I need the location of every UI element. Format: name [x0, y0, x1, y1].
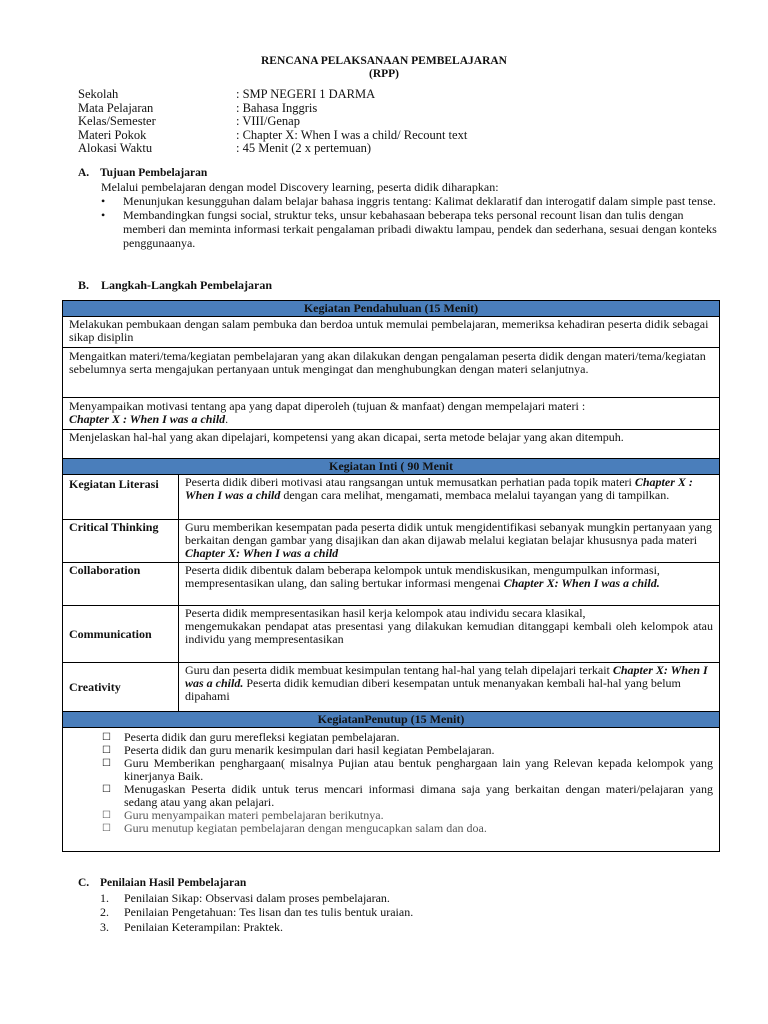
bullet-item [78, 208, 718, 250]
info-label: Kelas/Semester [78, 114, 156, 128]
pendahuluan-row: Melakukan pembukaan dengan salam pembuka dan berdoa untuk memulai pembelajaran, memeriksa kehadiran peserta didik sebagai sikap disiplin [63, 317, 720, 348]
inti-row-creativity [63, 663, 720, 712]
desc-text: Peserta didik kemudian diberi kesempatan untuk menanyakan kembali hal-hal yang belum dipahami [185, 676, 681, 703]
title-sub: (RPP) [368, 68, 399, 80]
penutup-header: KegiatanPenutup (15 Menit) [63, 712, 720, 728]
desc-text: Peserta didik mempresentasikan hasil kerja kelompok atau individu secara klasikal, [185, 606, 586, 620]
inti-row-collaboration [63, 563, 720, 606]
inti-row-critical [63, 520, 720, 563]
checkbox-icon: ☐ [102, 810, 111, 821]
activity-label: Critical Thinking [63, 520, 179, 563]
item-text: Guru menutup kegiatan pembelajaran dengan mengucapkan salam dan doa. [124, 821, 487, 835]
checkbox-icon: ☐ [102, 732, 111, 743]
list-item [78, 891, 413, 906]
section-title: Langkah-Langkah Pembelajaran [101, 278, 273, 292]
activity-desc [179, 475, 720, 520]
info-label: Alokasi Waktu [78, 141, 153, 155]
activity-desc [179, 563, 720, 606]
motivasi-end: . [225, 412, 229, 426]
desc-text: Peserta didik diberi motivasi atau rangsangan untuk memusatkan perhatian pada topik materi [185, 475, 632, 489]
activity-label: Creativity [63, 663, 179, 712]
identity-block [78, 88, 467, 156]
pendahuluan-row: Menjelaskan hal-hal yang akan dipelajari, kompetensi yang akan dicapai, serta metode belajar yang akan ditempuh. [63, 430, 720, 459]
section-a-intro: Melalui pembelajaran dengan model Discovery learning, peserta didik diharapkan: [101, 180, 499, 194]
activity-label: Collaboration [63, 563, 179, 606]
checkbox-icon: ☐ [102, 745, 111, 756]
item-number: 2. [100, 905, 109, 919]
motivasi-chapter: Chapter X : When I was a child [69, 412, 226, 426]
inti-header: Kegiatan Inti ( 90 Menit [63, 459, 720, 475]
info-row [78, 129, 467, 143]
section-a-heading [78, 166, 718, 180]
inti-row-literasi [63, 475, 720, 520]
desc-text: Guru dan peserta didik membuat kesimpulan tentang hal-hal yang telah dipelajari terkait [185, 663, 610, 677]
desc-text: Guru memberikan kesempatan pada peserta didik untuk mengidentifikasi sebanyak mungkin pertanyaan yang berkaitan dengan gambar yang disajikan dan akan dijawab melalui kegiatan belajar khususnya pada materi [185, 520, 712, 547]
section-c [78, 876, 413, 934]
info-value: : Chapter X: When I was a child/ Recount text [236, 127, 468, 142]
activity-label: Communication [63, 606, 179, 663]
desc-chapter: Chapter X: When I was a child. [503, 576, 660, 590]
info-row [78, 102, 467, 116]
activity-desc [179, 520, 720, 563]
info-value: : SMP NEGERI 1 DARMA [236, 87, 376, 101]
list-item [69, 757, 713, 783]
bullet-icon: • [101, 194, 106, 208]
desc-text: mengemukakan pendapat atas presentasi yang dilakukan kemudian ditanggapi kembali oleh kelompok atau individu yang mempresentasikan [185, 619, 713, 646]
activity-desc [179, 663, 720, 712]
desc-chapter: Chapter X: When I was a child. [185, 663, 708, 690]
learning-steps-table [62, 300, 720, 852]
pendahuluan-row: Mengaitkan materi/tema/kegiatan pembelajaran yang akan dilakukan dengan pengalaman peserta didik dengan materi/tema/kegiatan sebelumnya serta mengajukan pertanyaan untuk mengingat dan menghubungkan dengan materi selanjutnya. [63, 348, 720, 398]
item-text: Menugaskan Peserta didik untuk terus mencari informasi dimana saja yang berkaitan dengan materi/pelajaran yang sedang atau yang akan pelajari. [124, 782, 713, 809]
info-value: : 45 Menit (2 x pertemuan) [236, 141, 372, 155]
activity-desc [179, 606, 720, 663]
section-letter: A. [78, 167, 90, 179]
item-number: 3. [100, 919, 109, 934]
desc-text: dengan cara melihat, mengamati, membaca melalui tayangan yang di tampilkan. [283, 488, 670, 502]
info-label: Sekolah [78, 87, 119, 101]
bullet-text: Menunjukan kesungguhan dalam belajar bahasa inggris tentang: Kalimat deklaratif dan interogatif dalam simple past tense. [123, 194, 716, 208]
info-row [78, 88, 467, 102]
pendahuluan-header: Kegiatan Pendahuluan (15 Menit) [63, 301, 720, 317]
section-letter: C. [78, 877, 90, 889]
info-label: Mata Pelajaran [78, 100, 154, 115]
document-title [0, 55, 768, 81]
info-row [78, 142, 467, 156]
section-letter: B. [78, 278, 90, 292]
desc-text: Peserta didik dibentuk dalam beberapa kelompok untuk mendiskusikan, mengumpulkan informasi, mempresentasikan ulang, dan saling bertukar informasi mengenai [185, 563, 660, 590]
list-item [69, 822, 713, 835]
list-item [78, 920, 413, 935]
desc-chapter: Chapter X : When I was a child [185, 475, 693, 502]
checkbox-icon: ☐ [102, 758, 111, 769]
item-text: Guru Memberikan penghargaan( misalnya Pujian atau bentuk penghargaan lain yang Relevan kepada kelompok yang kinerjanya Baik. [124, 756, 713, 783]
penutup-list [63, 728, 720, 852]
title-main: RENCANA PELAKSANAAN PEMBELAJARAN [261, 55, 507, 67]
bullet-text: Membandingkan fungsi social, struktur teks, unsur kebahasaan beberapa teks personal recount lisan dan tulis dengan memberi dan meminta informasi terkait pengalaman pribadi diwaktu lampau, pendek dan sederhana, sesuai dengan konteks penggunaanya. [123, 208, 717, 250]
desc-chapter: Chapter X: When I was a child [185, 546, 339, 560]
checkbox-icon: ☐ [102, 823, 111, 834]
motivasi-text: Menyampaikan motivasi tentang apa yang dapat diperoleh (tujuan & manfaat) dengan mempelajari materi : [69, 399, 586, 413]
section-title: Tujuan Pembelajaran [100, 167, 208, 179]
info-row [78, 115, 467, 129]
list-item [69, 783, 713, 809]
section-b-heading [78, 278, 272, 293]
activity-label: Kegiatan Literasi [63, 475, 179, 520]
item-text: Guru menyampaikan materi pembelajaran berikutnya. [124, 808, 384, 822]
list-item [78, 905, 413, 920]
item-text: Peserta didik dan guru merefleksi kegiatan pembelajaran. [124, 730, 400, 744]
section-a [78, 166, 718, 250]
inti-row-communication [63, 606, 720, 663]
info-label: Materi Pokok [78, 127, 147, 142]
bullet-icon: • [101, 208, 106, 222]
item-number: 1. [100, 890, 109, 905]
section-title: Penilaian Hasil Pembelajaran [100, 877, 247, 889]
info-value: : VIII/Genap [236, 114, 300, 128]
bullet-item [78, 194, 718, 208]
item-text: Peserta didik dan guru menarik kesimpulan dari hasil kegiatan Pembelajaran. [124, 743, 495, 757]
info-value: : Bahasa Inggris [236, 100, 318, 115]
section-c-heading [78, 876, 413, 891]
checkbox-icon: ☐ [102, 784, 111, 795]
item-text: Penilaian Keterampilan: Praktek. [124, 919, 283, 934]
pendahuluan-row [63, 398, 720, 430]
item-text: Penilaian Sikap: Observasi dalam proses pembelajaran. [124, 890, 390, 905]
item-text: Penilaian Pengetahuan: Tes lisan dan tes tulis bentuk uraian. [124, 905, 414, 919]
